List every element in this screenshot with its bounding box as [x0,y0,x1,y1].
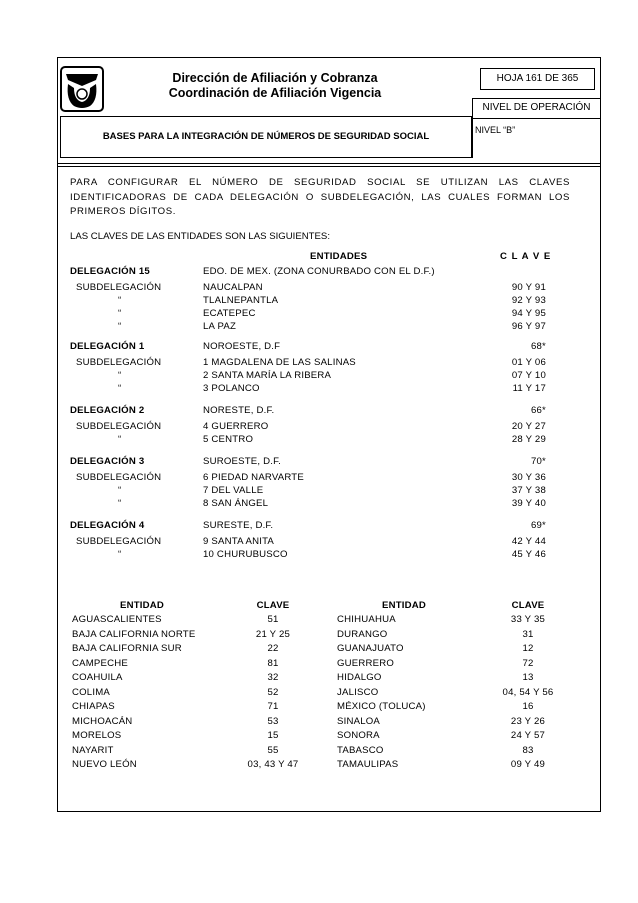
table-2-clave-cell: 09 Y 49 [510,759,546,770]
table-2-entidad-cell: COLIMA [72,686,110,698]
table-2-clave-cell: 53 [267,715,279,727]
table-2-clave-cell: 13 [522,672,534,683]
table-1-delegacion-cell: SUBDELEGACIÓN [76,282,162,293]
table-1-clave-cell: 07 Y 10 [511,370,546,381]
table-1-clave-cell: 69* [530,520,546,531]
table-1-clave-cell: 20 Y 27 [511,421,546,432]
hoja-box: HOJA 161 DE 365 [480,68,595,90]
table-1-delegacion-cell: “ [118,383,122,394]
table-2-entidad-cell: MICHOACÁN [72,715,133,727]
table-2-entidad-cell: COAHUILA [72,672,123,683]
bases-title: BASES PARA LA INTEGRACIÓN DE NÚMEROS DE SEGURIDAD SOCIAL [60,116,472,158]
table-1-clave-cell: 70* [530,456,546,467]
table-1-clave-cell: 42 Y 44 [511,536,546,547]
table-2-clave-cell: 31 [522,628,534,640]
table-2-clave-cell: 16 [522,701,534,712]
table-1-entidad-cell: NOROESTE, D.F [203,341,281,352]
table-2-entidad-cell: CHIHUAHUA [337,614,396,625]
table-1-clave-cell: 01 Y 06 [511,357,546,368]
table-2-entidad-cell: MORELOS [72,730,122,741]
table-2-entidad-cell: GUANAJUATO [337,643,404,654]
table-1-delegacion-cell: DELEGACIÓN 3 [70,456,145,467]
table-2-clave-cell: 51 [267,614,279,625]
table-2-entidad-cell: AGUASCALIENTES [72,614,162,625]
table-2-entidad-cell: CHIAPAS [72,701,115,712]
table-2-entidad-cell: GUERRERO [337,657,395,669]
table-1-entidad-cell: ECATEPEC [203,308,256,319]
table-2-clave-cell: 55 [267,744,279,756]
table-1-delegacion-cell: DELEGACIÓN 15 [70,266,150,277]
table-2-entidad-cell: NUEVO LEÓN [72,759,137,770]
table-1-entidad-cell: 6 PIEDAD NARVARTE [203,472,304,483]
table-1-entidad-cell: NORESTE, D.F. [203,405,275,416]
table-2-entidad-cell: BAJA CALIFORNIA SUR [72,643,182,654]
table-1-clave-cell: 45 Y 46 [511,549,546,560]
table-2-clave-cell: 04, 54 Y 56 [502,686,554,698]
table-2-entidad-cell: TAMAULIPAS [337,759,399,770]
table-2-clave-cell: 83 [522,744,534,756]
table-1-entidad-cell: 9 SANTA ANITA [203,536,275,547]
table-1-delegacion-cell: DELEGACIÓN 4 [70,520,145,531]
table-1-delegacion-cell: DELEGACIÓN 2 [70,405,145,416]
table-1-delegacion-cell: “ [118,485,122,496]
table-2-entidad-cell: SONORA [337,730,380,741]
table-1-entidad-cell: LA PAZ [203,321,237,332]
table-2-entidad-cell: HIDALGO [337,672,382,683]
table-1-delegacion-cell: “ [118,498,122,509]
col-entidades: ENTIDADES [310,251,368,262]
table-2-clave-cell: 22 [267,643,279,654]
table-1-clave-cell: 66* [530,405,546,416]
col-clave-right: CLAVE [511,600,545,611]
table-1-delegacion-cell: “ [118,370,122,381]
table-1-delegacion-cell: “ [118,434,122,445]
intro-paragraph: PARA CONFIGURAR EL NÚMERO DE SEGURIDAD SOCIAL SE UTILIZAN LAS CLAVES IDENTIFICADORAS DE CADA DELEGACIÓN O SUBDELEGACIÓN, LAS CUALES FORMAN LOS PRIMEROS DÍGITOS. [70,177,570,217]
table-1-entidad-cell: NAUCALPAN [203,282,263,293]
table-2-clave-cell: 12 [522,643,534,654]
col-entidad-left: ENTIDAD [120,600,165,611]
table-2-clave-cell: 72 [522,657,534,669]
table-2-entidad-cell: CAMPECHE [72,657,128,669]
table-1-entidad-cell: 4 GUERRERO [203,421,269,432]
table-2-entidad-cell: SINALOA [337,715,380,727]
table-1-clave-cell: 94 Y 95 [511,308,546,319]
table-2-clave-cell: 23 Y 26 [510,715,546,727]
table-2-clave-cell: 71 [267,701,279,712]
table-2-clave-cell: 81 [267,657,279,669]
imss-logo-icon [60,66,104,112]
header-title-1: Dirección de Afiliación y Cobranza [172,71,378,85]
table-2-clave-cell: 33 Y 35 [510,614,546,625]
table-1-clave-cell: 68* [530,341,546,352]
table-1-entidad-cell: 1 MAGDALENA DE LAS SALINAS [203,357,356,368]
col-clave-left: CLAVE [256,600,290,611]
table-2-entidad-cell: BAJA CALIFORNIA NORTE [72,628,196,640]
table-2-entidad-cell: TABASCO [337,744,384,756]
table-1-entidad-cell: SUROESTE, D.F. [203,456,281,467]
divider [57,166,601,167]
header-title-2: Coordinación de Afiliación Vigencia [168,86,382,100]
table-1-clave-cell: 28 Y 29 [511,434,546,445]
table-1-clave-cell: 11 Y 17 [512,383,546,394]
table-1-delegacion-cell: DELEGACIÓN 1 [70,341,145,352]
table-2-entidad-cell: DURANGO [337,628,388,640]
table-1-entidad-cell: 7 DEL VALLE [203,485,264,496]
table-1-delegacion-cell: SUBDELEGACIÓN [76,472,162,483]
table-2-entidad-cell: JALISCO [337,686,379,698]
table-2-clave-cell: 21 Y 25 [255,628,291,640]
table-2-clave-cell: 15 [267,730,279,741]
table-1-clave-cell: 90 Y 91 [511,282,546,293]
table-1-delegacion-cell: “ [118,295,122,306]
col-entidad-right: ENTIDAD [382,600,427,611]
table-1-entidad-cell: EDO. DE MEX. (ZONA CONURBADO CON EL D.F.) [203,266,435,277]
table-1-delegacion-cell: “ [118,321,122,332]
table-1-entidad-cell: 3 POLANCO [203,383,260,394]
table-1-entidad-cell: 5 CENTRO [203,434,254,445]
table-2-clave-cell: 03, 43 Y 47 [247,759,299,770]
table-1-delegacion-cell: SUBDELEGACIÓN [76,421,162,432]
nivel-operacion: NIVEL DE OPERACIÓN [472,98,601,119]
nivel-b: NIVEL “B” [475,125,516,135]
table-1-clave-cell: 92 Y 93 [511,295,546,306]
divider [57,163,601,164]
table-1-entidad-cell: 8 SAN ÁNGEL [203,498,269,509]
table-1-entidad-cell: SURESTE, D.F. [203,520,274,531]
intro-line-2: LAS CLAVES DE LAS ENTIDADES SON LAS SIGUIENTES: [70,231,331,242]
table-2-clave-cell: 32 [267,672,279,683]
table-1-entidad-cell: 10 CHURUBUSCO [203,549,288,560]
table-1-clave-cell: 96 Y 97 [511,321,546,332]
table-2-entidad-cell: NAYARIT [72,744,114,756]
table-2-clave-cell: 52 [267,686,279,698]
table-1-clave-cell: 30 Y 36 [511,472,546,483]
table-1-clave-cell: 37 Y 38 [511,485,546,496]
table-1-delegacion-cell: SUBDELEGACIÓN [76,536,162,547]
table-2-clave-cell: 24 Y 57 [510,730,546,741]
table-1-entidad-cell: 2 SANTA MARÍA LA RIBERA [203,370,332,381]
table-1-clave-cell: 39 Y 40 [511,498,546,509]
table-1-entidad-cell: TLALNEPANTLA [203,295,279,306]
table-1-delegacion-cell: SUBDELEGACIÓN [76,357,162,368]
table-2-entidad-cell: MÉXICO (TOLUCA) [337,701,426,712]
table-1-delegacion-cell: “ [118,308,122,319]
table-1-delegacion-cell: “ [118,549,122,560]
col-clave: C L A V E [500,251,552,262]
